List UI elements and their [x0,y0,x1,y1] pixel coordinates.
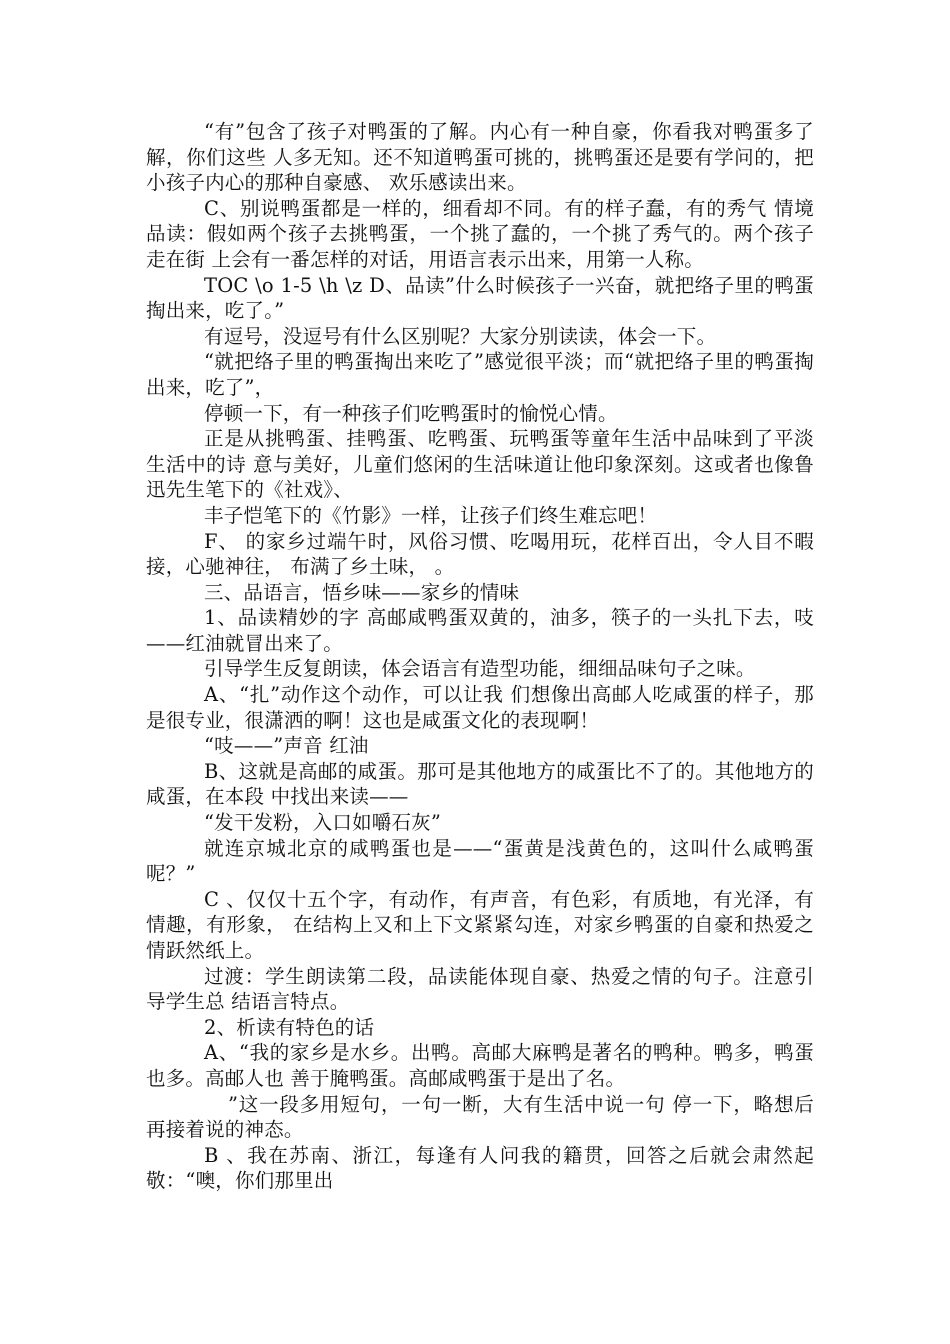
paragraph: 就连京城北京的咸鸭蛋也是——“蛋黄是浅黄色的，这叫什么咸鸭蛋呢？” [146,836,814,886]
paragraph: 丰子恺笔下的《竹影》一样，让孩子们终生难忘吧！ [204,503,658,527]
paragraph: F、 的家乡过端午时，风俗习惯、吃喝用玩，花样百出，令人目不暇接，心驰神往， 布满了乡土味， 。 [146,529,814,579]
paragraph: B 、我在苏南、浙江，每逢有人问我的籍贯，回答之后就会肃然起敬：“噢，你们那里出 [146,1143,814,1193]
paragraph: TOC \o 1-5 \h \z D、品读”什么时候孩子一兴奋，就把络子里的鸭蛋掏出来，吃了。” [146,273,814,323]
subsection-heading: 2、析读有特色的话 [204,1015,375,1039]
paragraph: 1、品读精妙的字 高邮咸鸭蛋双黄的，油多，筷子的一头扎下去，吱——红油就冒出来了。 [146,606,814,655]
paragraph: “吱——”声音 红油 [204,734,369,758]
paragraph: “发干发粉，入口如嚼石灰” [204,811,442,835]
document-body [146,119,814,1194]
paragraph: 引导学生反复朗读，体会语言有造型功能，细细品味句子之味。 [204,657,756,681]
paragraph: C 、仅仅十五个字，有动作，有声音，有色彩，有质地，有光泽，有情趣，有形象， 在结构上又和上下文紧紧勾连，对家乡鸭蛋的自豪和热爱之情跃然纸上。 [146,887,814,962]
section-heading: 三、品语言，悟乡味——家乡的情味 [204,580,520,604]
paragraph: “有”包含了孩子对鸭蛋的了解。内心有一种自豪，你看我对鸭蛋多了解，你们这些 人多无知。还不知道鸭蛋可挑的，挑鸭蛋还是要有学问的，把小孩子内心的那种自豪感、 欢乐感读出来。 [146,120,814,195]
paragraph: 停顿一下，有一种孩子们吃鸭蛋时的愉悦心情。 [204,401,618,425]
paragraph: 过渡：学生朗读第二段，品读能体现自豪、热爱之情的句子。注意引导学生总 结语言特点。 [146,964,814,1014]
paragraph: 正是从挑鸭蛋、挂鸭蛋、吃鸭蛋、玩鸭蛋等童年生活中品味到了平淡生活中的诗 意与美好，儿童们悠闲的生活味道让他印象深刻。这或者也像鲁迅先生笔下的《社戏》、 [146,427,814,502]
paragraph: A、“我的家乡是水乡。出鸭。高邮大麻鸭是著名的鸭种。鸭多，鸭蛋也多。高邮人也 善于腌鸭蛋。高邮咸鸭蛋于是出了名。 [146,1041,814,1090]
paragraph: A、“扎”动作这个动作，可以让我 们想像出高邮人吃咸蛋的样子，那是很专业，很潇洒的啊！这也是咸蛋文化的表现啊！ [146,683,814,732]
paragraph: ”这一段多用短句，一句一断，大有生活中说一句 停一下，略想后再接着说的神态。 [146,1092,814,1142]
paragraph: B、这就是高邮的咸蛋。那可是其他地方的咸蛋比不了的。其他地方的咸蛋，在本段 中找出来读—— [146,759,814,809]
paragraph: “就把络子里的鸭蛋掏出来吃了”感觉很平淡；而“就把络子里的鸭蛋掏出来，吃了”， [146,350,814,399]
paragraph: 有逗号，没逗号有什么区别呢？大家分别读读，体会一下。 [204,324,717,348]
paragraph: C、别说鸭蛋都是一样的，细看却不同。有的样子蠢，有的秀气 情境品读：假如两个孩子去挑鸭蛋，一个挑了蠢的，一个挑了秀气的。两个孩子走在街 上会有一番怎样的对话，用语言表示出来，用第一人称。 [146,196,814,271]
